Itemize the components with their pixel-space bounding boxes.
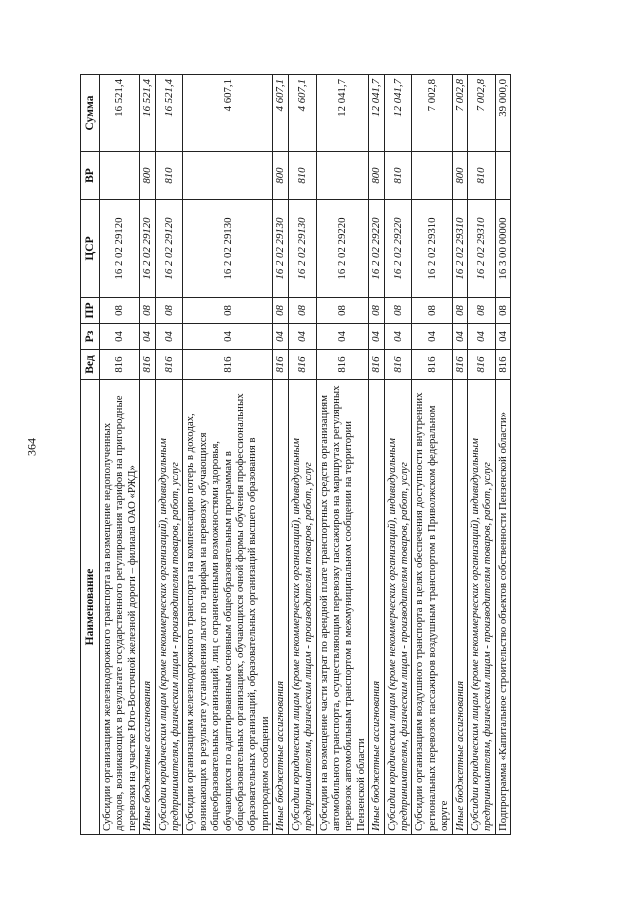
table-row (384, 75, 412, 835)
cell-sum: 16 521,4 (100, 75, 140, 152)
table-row (140, 75, 155, 835)
cell-rz: 04 (467, 324, 495, 350)
cell-ved: 816 (155, 350, 183, 380)
cell-ved: 816 (412, 350, 452, 380)
cell-vr: 800 (273, 152, 288, 200)
cell-pr: 08 (140, 298, 155, 324)
cell-vr: 800 (452, 152, 467, 200)
cell-rz: 04 (412, 324, 452, 350)
cell-csr: 16 2 02 29120 (140, 200, 155, 298)
cell-pr: 08 (495, 298, 510, 324)
table-row (288, 75, 316, 835)
header-vr: ВР (81, 152, 100, 200)
cell-csr: 16 2 02 29220 (316, 200, 369, 298)
header-pr: ПР (81, 298, 100, 324)
cell-ved: 816 (369, 350, 384, 380)
cell-vr: 810 (467, 152, 495, 200)
cell-name: Субсидии юридическим лицам (кроме некоммерческих организаций), индивидуальным предпринимателям, физическим лицам - производителям товаров, работ, услуг (384, 380, 412, 835)
cell-ved: 816 (467, 350, 495, 380)
table-row (495, 75, 510, 835)
cell-ved: 816 (452, 350, 467, 380)
page-number: 364 (24, 438, 39, 456)
table-header-row (81, 75, 100, 835)
cell-name: Субсидии юридическим лицам (кроме некоммерческих организаций), индивидуальным предпринимателям, физическим лицам - производителям товаров, работ, услуг (155, 380, 183, 835)
cell-csr: 16 2 02 29310 (452, 200, 467, 298)
table-row (412, 75, 452, 835)
cell-pr: 08 (155, 298, 183, 324)
cell-name: Подпрограмма «Капитальное строительство объектов собственности Пензенской области» (495, 380, 510, 835)
cell-name: Иные бюджетные ассигнования (369, 380, 384, 835)
table-row (183, 75, 273, 835)
cell-vr (100, 152, 140, 200)
cell-vr (495, 152, 510, 200)
cell-rz: 04 (100, 324, 140, 350)
cell-pr: 08 (288, 298, 316, 324)
header-rz: Рз (81, 324, 100, 350)
cell-ved: 816 (100, 350, 140, 380)
cell-name: Субсидии на возмещение части затрат по арендной плате транспортных средств организациям автомобильного транспорта, осуществляющим перевозку пассажиров на маршрутах регулярных перевозок автомобильным транспортом в межмуниципальном сообщении на территории Пензенской области (316, 380, 369, 835)
cell-csr: 16 2 02 29120 (100, 200, 140, 298)
table-row (100, 75, 140, 835)
header-sum: Сумма (81, 75, 100, 152)
cell-name: Субсидии юридическим лицам (кроме некоммерческих организаций), индивидуальным предпринимателям, физическим лицам - производителям товаров, работ, услуг (288, 380, 316, 835)
table-row (273, 75, 288, 835)
table-row (452, 75, 467, 835)
cell-csr: 16 2 02 29130 (183, 200, 273, 298)
cell-name: Субсидии юридическим лицам (кроме некоммерческих организаций), индивидуальным предпринимателям, физическим лицам - производителям товаров, работ, услуг (467, 380, 495, 835)
cell-vr: 800 (140, 152, 155, 200)
cell-rz: 04 (140, 324, 155, 350)
cell-vr: 800 (369, 152, 384, 200)
cell-pr: 08 (183, 298, 273, 324)
cell-pr: 08 (384, 298, 412, 324)
cell-name: Иные бюджетные ассигнования (273, 380, 288, 835)
cell-vr (183, 152, 273, 200)
cell-ved: 816 (140, 350, 155, 380)
table-body (100, 75, 511, 835)
cell-name: Субсидии организациям железнодорожного транспорта на компенсацию потерь в доходах, возникающих в результате установления льгот по тарифам на перевозку обучающихся общеобразовательных организаций, лиц с ограниченными возможностями здоровья, обучающихся по адаптированным основным общеобразовательным программам в общеобразовательных организациях, обучающихся очной формы обучения профессиональных образовательных организаций, образовательных организаций высшего образования в пригородном сообщении (183, 380, 273, 835)
cell-ved: 816 (273, 350, 288, 380)
cell-sum: 4 607,1 (288, 75, 316, 152)
cell-csr: 16 2 02 29220 (384, 200, 412, 298)
cell-sum: 7 002,8 (412, 75, 452, 152)
cell-sum: 4 607,1 (273, 75, 288, 152)
cell-rz: 04 (369, 324, 384, 350)
cell-sum: 12 041,7 (316, 75, 369, 152)
cell-pr: 08 (467, 298, 495, 324)
cell-pr: 08 (100, 298, 140, 324)
cell-sum: 16 521,4 (140, 75, 155, 152)
cell-pr: 08 (452, 298, 467, 324)
cell-rz: 04 (316, 324, 369, 350)
cell-sum: 4 607,1 (183, 75, 273, 152)
cell-ved: 816 (316, 350, 369, 380)
cell-sum: 12 041,7 (369, 75, 384, 152)
cell-rz: 04 (155, 324, 183, 350)
table-row (316, 75, 369, 835)
cell-vr: 810 (288, 152, 316, 200)
cell-csr: 16 2 02 29310 (467, 200, 495, 298)
cell-rz: 04 (384, 324, 412, 350)
cell-pr: 08 (369, 298, 384, 324)
budget-table (80, 74, 511, 835)
cell-csr: 16 3 00 00000 (495, 200, 510, 298)
cell-rz: 04 (452, 324, 467, 350)
cell-csr: 16 2 02 29120 (155, 200, 183, 298)
cell-pr: 08 (273, 298, 288, 324)
cell-vr: 810 (384, 152, 412, 200)
header-csr: ЦСР (81, 200, 100, 298)
cell-sum: 39 000,0 (495, 75, 510, 152)
cell-rz: 04 (273, 324, 288, 350)
cell-sum: 7 002,8 (467, 75, 495, 152)
cell-ved: 816 (384, 350, 412, 380)
cell-name: Иные бюджетные ассигнования (452, 380, 467, 835)
table-row (467, 75, 495, 835)
header-name: Наименование (81, 380, 100, 835)
cell-csr: 16 2 02 29130 (288, 200, 316, 298)
cell-ved: 816 (183, 350, 273, 380)
cell-csr: 16 2 02 29310 (412, 200, 452, 298)
cell-vr: 810 (155, 152, 183, 200)
cell-rz: 04 (495, 324, 510, 350)
header-ved: Вед (81, 350, 100, 380)
rotated-page-content (80, 75, 575, 835)
cell-sum: 12 041,7 (384, 75, 412, 152)
cell-pr: 08 (412, 298, 452, 324)
cell-ved: 816 (288, 350, 316, 380)
cell-sum: 7 002,8 (452, 75, 467, 152)
cell-vr (316, 152, 369, 200)
cell-ved: 816 (495, 350, 510, 380)
cell-csr: 16 2 02 29130 (273, 200, 288, 298)
cell-sum: 16 521,4 (155, 75, 183, 152)
cell-rz: 04 (288, 324, 316, 350)
table-row (369, 75, 384, 835)
cell-pr: 08 (316, 298, 369, 324)
cell-name: Иные бюджетные ассигнования (140, 380, 155, 835)
table-row (155, 75, 183, 835)
cell-rz: 04 (183, 324, 273, 350)
cell-name: Субсидии организациям воздушного транспорта в целях обеспечения доступности внутренних региональных перевозок пассажиров воздушным транспортом в Приволжском федеральном округе (412, 380, 452, 835)
cell-name: Субсидии организациям железнодорожного транспорта на возмещение недополученных доходов, возникающих в результате государственного регулирования тарифов на пригородные перевозки на участке Юго-Восточной железной дороги – филиала ОАО «РЖД» (100, 380, 140, 835)
cell-csr: 16 2 02 29220 (369, 200, 384, 298)
cell-vr (412, 152, 452, 200)
